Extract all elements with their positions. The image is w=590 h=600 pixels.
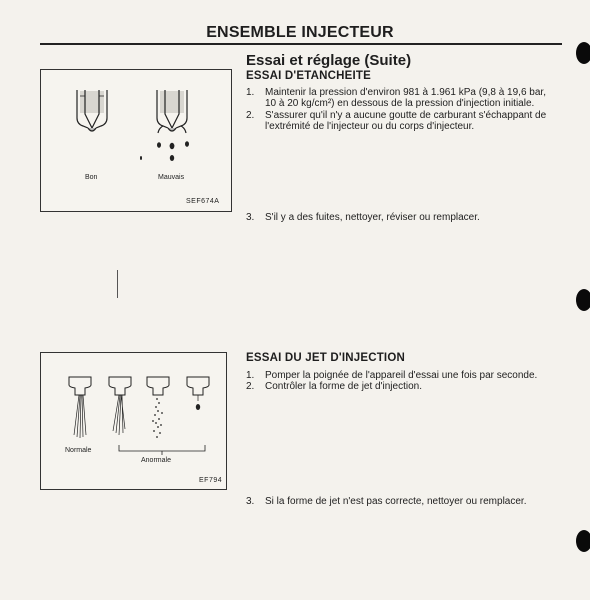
injector-good-drawing [77, 90, 107, 131]
step-number: 3. [246, 212, 255, 223]
leak-test-figure [40, 69, 232, 212]
label-normal: Normale [65, 447, 92, 454]
spray-pattern-illustration [41, 353, 226, 489]
step-text: Pomper la poignée de l'appareil d'essai une fois par seconde. [265, 370, 538, 381]
leak-step-3 [246, 212, 566, 224]
label-abnormal: Anormale [141, 457, 171, 464]
step-text: Maintenir la pression d'environ 981 à 1.961 kPa (9,8 à 19,6 bar, [265, 87, 546, 98]
figure-code: SEF674A [186, 198, 220, 205]
leak-step-2 [246, 110, 566, 134]
step-text: S'il y a des fuites, nettoyer, réviser ou remplacer. [265, 212, 480, 223]
injector-1-body [69, 377, 91, 395]
leak-step-1 [246, 87, 566, 111]
step-number: 3. [246, 496, 255, 507]
header-rule [40, 43, 562, 45]
spray-step-3 [246, 496, 566, 508]
injector-4-body [187, 377, 209, 395]
section-title: Essai et réglage (Suite) [246, 52, 412, 69]
step-number: 2. [246, 381, 255, 392]
step-text: 10 à 20 kg/cm²) en dessous de la pression d'injection initiale. [265, 98, 535, 109]
spray-dots [152, 398, 200, 438]
injector-leak-illustration [41, 70, 231, 211]
punch-hole-top [576, 42, 590, 64]
label-bad: Mauvais [158, 174, 185, 181]
injector-2-body [109, 377, 131, 395]
leak-test-heading: ESSAI D'ETANCHEITE [246, 70, 371, 82]
step-number: 1. [246, 87, 255, 98]
injector-3-body [147, 377, 169, 395]
step-text: l'extrémité de l'injecteur ou du corps d'injecteur. [265, 121, 475, 132]
injector-bad-drawing [157, 90, 187, 133]
spray-test-heading: ESSAI DU JET D'INJECTION [246, 352, 405, 364]
punch-hole-middle [576, 289, 590, 311]
step-text: Contrôler la forme de jet d'injection. [265, 381, 422, 392]
margin-mark [117, 270, 118, 298]
step-text: Si la forme de jet n'est pas correcte, nettoyer ou remplacer. [265, 496, 527, 507]
figure-code: EF794 [199, 477, 223, 484]
spray-test-figure [40, 352, 227, 490]
step-number: 2. [246, 110, 255, 121]
label-good: Bon [85, 174, 98, 181]
fuel-drops [140, 141, 189, 161]
step-number: 1. [246, 370, 255, 381]
punch-hole-bottom [576, 530, 590, 552]
page-header-title: ENSEMBLE INJECTEUR [206, 24, 394, 41]
step-text: S'assurer qu'il n'y a aucune goutte de carburant s'échappant de [265, 110, 547, 121]
spray-step-2 [246, 381, 566, 393]
